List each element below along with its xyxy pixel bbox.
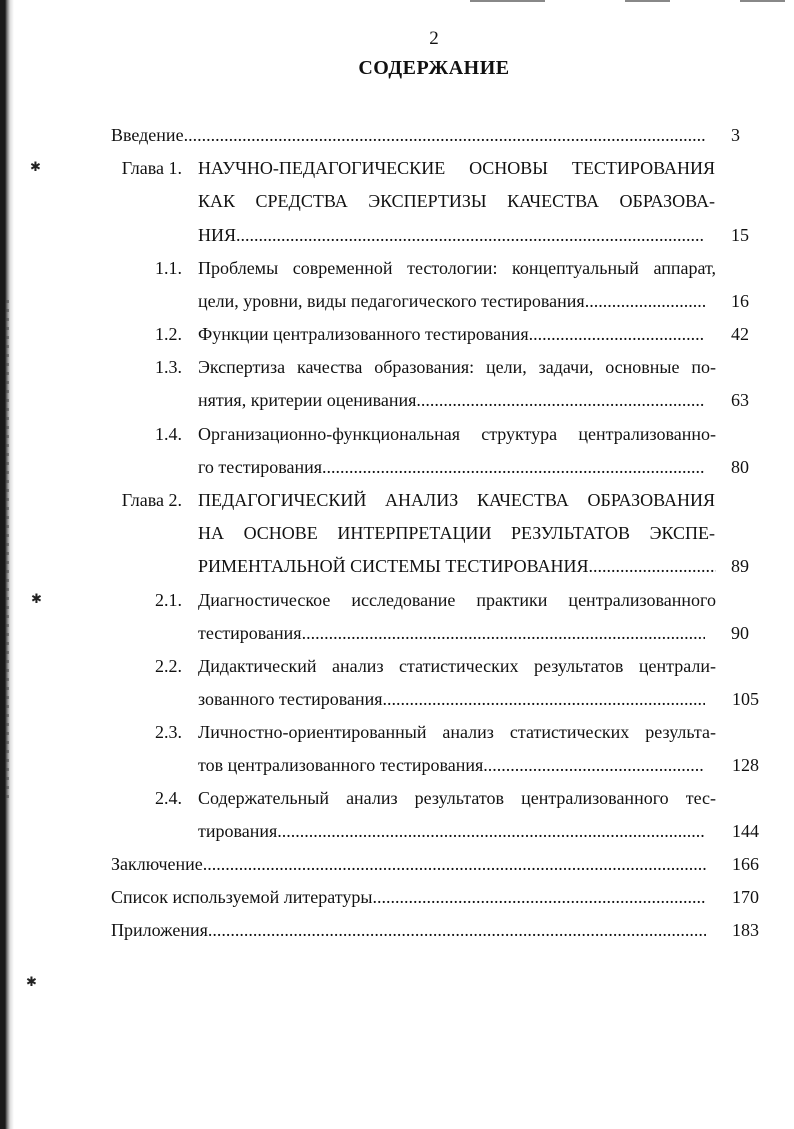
toc-conclusion-text: Заключение	[111, 854, 203, 874]
toc-s21-num: 2.1.	[155, 590, 182, 610]
scan-speck: ✱	[31, 592, 42, 607]
toc-s21-line2-text: тестирования	[198, 623, 302, 643]
toc-s22-line2-text: зованного тестирования	[198, 689, 383, 709]
toc-appendix-page: 183	[732, 920, 759, 940]
toc-intro-text: Введение	[111, 125, 184, 145]
toc-s13-line2-text: нятия, критерии оценивания	[198, 390, 417, 410]
toc-ch2-line2[interactable]: НА ОСНОВЕ ИНТЕРПРЕТАЦИИ РЕЗУЛЬТАТОВ ЭКСПЕ-	[198, 523, 715, 543]
leader-dots	[585, 291, 705, 313]
toc-ch1-line3-text: НИЯ	[198, 225, 237, 245]
toc-s24-page: 144	[732, 821, 759, 841]
toc-ch1-line3[interactable]	[198, 225, 705, 247]
toc-s13-line2[interactable]	[198, 390, 705, 412]
toc-s24-line2-text: тирования	[198, 821, 278, 841]
toc-s22-line2[interactable]	[198, 689, 705, 711]
toc-literature-entry[interactable]	[111, 887, 706, 909]
scan-speck: ✱	[30, 160, 41, 175]
toc-s21-line2[interactable]	[198, 623, 705, 645]
toc-s11-line2-text: цели, уровни, виды педагогического тестирования	[198, 291, 585, 311]
leader-dots	[529, 324, 705, 346]
toc-s24-line2[interactable]	[198, 821, 705, 843]
scan-mark	[625, 0, 670, 2]
toc-ch2-page: 89	[731, 556, 749, 576]
toc-s14-line1[interactable]: Организационно-функциональная структура централизованно-	[198, 424, 716, 444]
toc-appendix-entry[interactable]	[111, 920, 706, 942]
toc-ch2-line3[interactable]	[198, 556, 716, 578]
toc-s24-line1[interactable]: Содержательный анализ результатов централизованного тес-	[198, 788, 716, 808]
leader-dots	[588, 556, 716, 578]
toc-ch2-line1[interactable]: ПЕДАГОГИЧЕСКИЙ АНАЛИЗ КАЧЕСТВА ОБРАЗОВАНИЯ	[198, 490, 715, 510]
toc-conclusion-entry[interactable]	[111, 854, 706, 876]
toc-s14-num: 1.4.	[155, 424, 182, 444]
toc-s21-line1[interactable]: Диагностическое исследование практики централизованного	[198, 590, 716, 610]
leader-dots	[203, 854, 706, 876]
toc-s11-line1[interactable]: Проблемы современной тестологии: концептуальный аппарат,	[198, 258, 716, 278]
page-number: 2	[429, 28, 439, 49]
leader-dots	[236, 225, 705, 247]
toc-ch2-line3-text: РИМЕНТАЛЬНОЙ СИСТЕМЫ ТЕСТИРОВАНИЯ	[198, 556, 589, 576]
toc-s23-line2[interactable]	[198, 755, 705, 777]
scan-speck: ✱	[26, 975, 37, 990]
leader-dots	[184, 125, 706, 147]
toc-s14-page: 80	[731, 457, 749, 477]
leader-dots	[322, 457, 705, 479]
toc-s22-num: 2.2.	[155, 656, 182, 676]
toc-intro-entry[interactable]	[111, 125, 706, 147]
toc-s12-num: 1.2.	[155, 324, 182, 344]
toc-s21-page: 90	[731, 623, 749, 643]
toc-s14-line2[interactable]	[198, 457, 705, 479]
toc-s12-page: 42	[731, 324, 749, 344]
toc-literature-page: 170	[732, 887, 759, 907]
scan-mark	[740, 0, 785, 2]
toc-s12-line1-text: Функции централизованного тестирования	[198, 324, 529, 344]
toc-s23-num: 2.3.	[155, 722, 182, 742]
leader-dots	[383, 689, 705, 711]
leader-dots	[372, 887, 706, 909]
scan-mark	[470, 0, 545, 2]
toc-s13-num: 1.3.	[155, 357, 182, 377]
leader-dots	[483, 755, 705, 777]
toc-s11-page: 16	[731, 291, 749, 311]
toc-conclusion-page: 166	[732, 854, 759, 874]
toc-s23-page: 128	[732, 755, 759, 775]
scan-edge	[0, 0, 14, 1129]
toc-s11-num: 1.1.	[155, 258, 182, 278]
leader-dots	[302, 623, 705, 645]
toc-ch2-label: Глава 2.	[121, 490, 182, 510]
toc-intro-page: 3	[731, 125, 740, 145]
toc-s14-line2-text: го тестирования	[198, 457, 323, 477]
toc-s22-page: 105	[732, 689, 759, 709]
toc-s23-line2-text: тов централизованного тестирования	[198, 755, 484, 775]
toc-ch1-line1[interactable]: НАУЧНО-ПЕДАГОГИЧЕСКИЕ ОСНОВЫ ТЕСТИРОВАНИЯ	[198, 158, 715, 178]
toc-s12-line1[interactable]	[198, 324, 705, 346]
toc-s13-line1[interactable]: Экспертиза качества образования: цели, задачи, основные по-	[198, 357, 716, 377]
leader-dots	[208, 920, 706, 942]
toc-appendix-text: Приложения	[111, 920, 208, 940]
page-title: СОДЕРЖАНИЕ	[358, 57, 510, 79]
toc-s13-page: 63	[731, 390, 749, 410]
toc-s11-line2[interactable]	[198, 291, 705, 313]
toc-s24-num: 2.4.	[155, 788, 182, 808]
leader-dots	[277, 821, 705, 843]
toc-ch1-page: 15	[731, 225, 749, 245]
toc-ch1-line2[interactable]: КАК СРЕДСТВА ЭКСПЕРТИЗЫ КАЧЕСТВА ОБРАЗОВА-	[198, 191, 715, 211]
toc-literature-text: Список используемой литературы	[111, 887, 373, 907]
toc-s22-line1[interactable]: Дидактический анализ статистических результатов централи-	[198, 656, 716, 676]
toc-ch1-label: Глава 1.	[121, 158, 182, 178]
leader-dots	[416, 390, 705, 412]
toc-s23-line1[interactable]: Личностно-ориентированный анализ статистических результа-	[198, 722, 716, 742]
